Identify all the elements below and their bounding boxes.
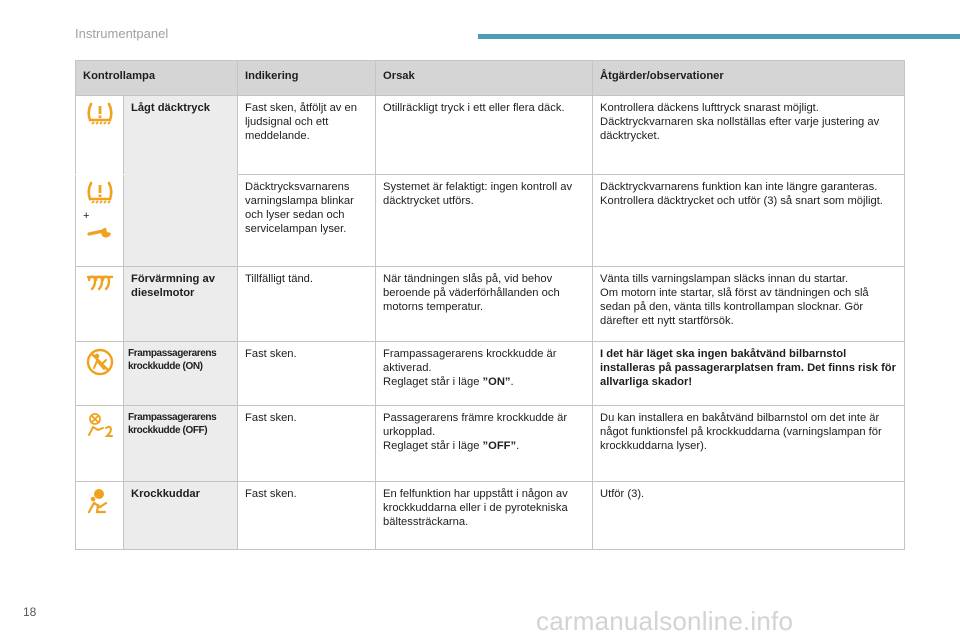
icon-cell (76, 406, 124, 482)
switch-position: ”OFF” (482, 440, 517, 452)
cause-line: Frampassagerarens krockkudde är aktiverad. (383, 348, 557, 374)
table-row (76, 267, 905, 342)
table-row (76, 175, 905, 267)
lamp-name: Krockkuddar (124, 482, 238, 550)
airbag-fault-icon (83, 487, 116, 515)
table-row (76, 342, 905, 406)
action-line: Utför (3). (600, 488, 645, 500)
cause-line: Reglaget står i läge ”ON”. (383, 376, 514, 388)
action-cell (593, 175, 905, 267)
page-section-title: Instrumentpanel (75, 26, 169, 41)
cause-cell (376, 406, 593, 482)
indication-cell: Fast sken. (238, 406, 376, 482)
glow-plug-icon (83, 272, 116, 298)
column-header-indikering: Indikering (238, 61, 376, 96)
action-line: Däcktryckvarnaren ska nollställas efter varje justering av däcktrycket. (600, 116, 880, 142)
table-row (76, 96, 905, 175)
lamp-name: Lågt däcktryck (124, 96, 238, 175)
column-header-atgarder: Åtgärder/observationer (593, 61, 905, 96)
page-number: 18 (23, 605, 37, 619)
action-line: Däcktryckvarnarens funktion kan inte längre garanteras. (600, 181, 878, 193)
action-line: Om motorn inte startar, slå först av tändningen och slå sedan på den, vänta tills kontrollampan slocknar. Gör därefter ett nytt startförsök. (600, 287, 869, 327)
indication-cell: Tillfälligt tänd. (238, 267, 376, 342)
lamp-name: Frampassagerarens krockkudde (OFF) (124, 406, 238, 482)
action-line: Du kan installera en bakåtvänd bilbarnstol om det inte är något funktionsfel på krockkuddarna (varningslampan för krockkuddarna lyser). (600, 412, 882, 452)
indication-cell: Däcktrycksvarnarens varningslampa blinkar och lyser sedan och servicelampan lyser. (238, 175, 376, 267)
indication-cell: Fast sken, åtföljt av en ljudsignal och ett meddelande. (238, 96, 376, 175)
action-line: Kontrollera däcktrycket och utför (3) så snart som möjligt. (600, 195, 883, 207)
passenger-airbag-on-icon (83, 347, 116, 377)
icon-cell (76, 267, 124, 342)
cause-cell: När tändningen slås på, vid behov beroende på väderförhållanden och motorns temperatur. (376, 267, 593, 342)
tyre-pressure-fault-service-icon (83, 180, 116, 208)
action-cell (593, 406, 905, 482)
icon-cell (76, 342, 124, 406)
lamp-name-empty (124, 175, 238, 267)
wrench-icon (83, 225, 116, 239)
icon-cell (76, 482, 124, 550)
indication-cell: Fast sken. (238, 482, 376, 550)
column-header-orsak: Orsak (376, 61, 593, 96)
warning-lamp-table (75, 60, 905, 550)
action-line: Vänta tills varningslampan släcks innan du startar. (600, 273, 849, 285)
cause-cell: En felfunktion har uppstått i någon av krockkuddarna eller i de pyrotekniska bältessträckarna. (376, 482, 593, 550)
icon-cell (76, 175, 124, 267)
section-accent-bar (478, 34, 960, 39)
action-cell (593, 96, 905, 175)
cause-cell: Systemet är felaktigt: ingen kontroll av däcktrycket utförs. (376, 175, 593, 267)
action-cell (593, 267, 905, 342)
action-line: Kontrollera däckens lufttryck snarast möjligt. (600, 102, 819, 114)
column-header-kontrollampa: Kontrollampa (76, 61, 238, 96)
plus-sign: + (83, 210, 90, 222)
icon-cell (76, 96, 124, 175)
cause-line: Reglaget står i läge ”OFF”. (383, 440, 520, 452)
passenger-airbag-off-icon (83, 411, 116, 441)
lamp-name: Förvärmning av dieselmotor (124, 267, 238, 342)
action-cell-warning: I det här läget ska ingen bakåtvänd bilbarnstol installeras på passagerarplatsen fram. Det finns risk för allvarliga skador! (593, 342, 905, 406)
switch-position: ”ON” (482, 376, 511, 388)
watermark: carmanualsonline.info (536, 606, 794, 636)
cause-cell: Otillräckligt tryck i ett eller flera däck. (376, 96, 593, 175)
cause-cell (376, 342, 593, 406)
cause-line: Passagerarens främre krockkudde är urkopplad. (383, 412, 568, 438)
action-cell (593, 482, 905, 550)
tyre-pressure-warning-icon (83, 101, 116, 129)
lamp-name: Frampassagerarens krockkudde (ON) (124, 342, 238, 406)
table-row (76, 482, 905, 550)
table-row (76, 406, 905, 482)
indication-cell: Fast sken. (238, 342, 376, 406)
table-header-row (76, 61, 905, 96)
